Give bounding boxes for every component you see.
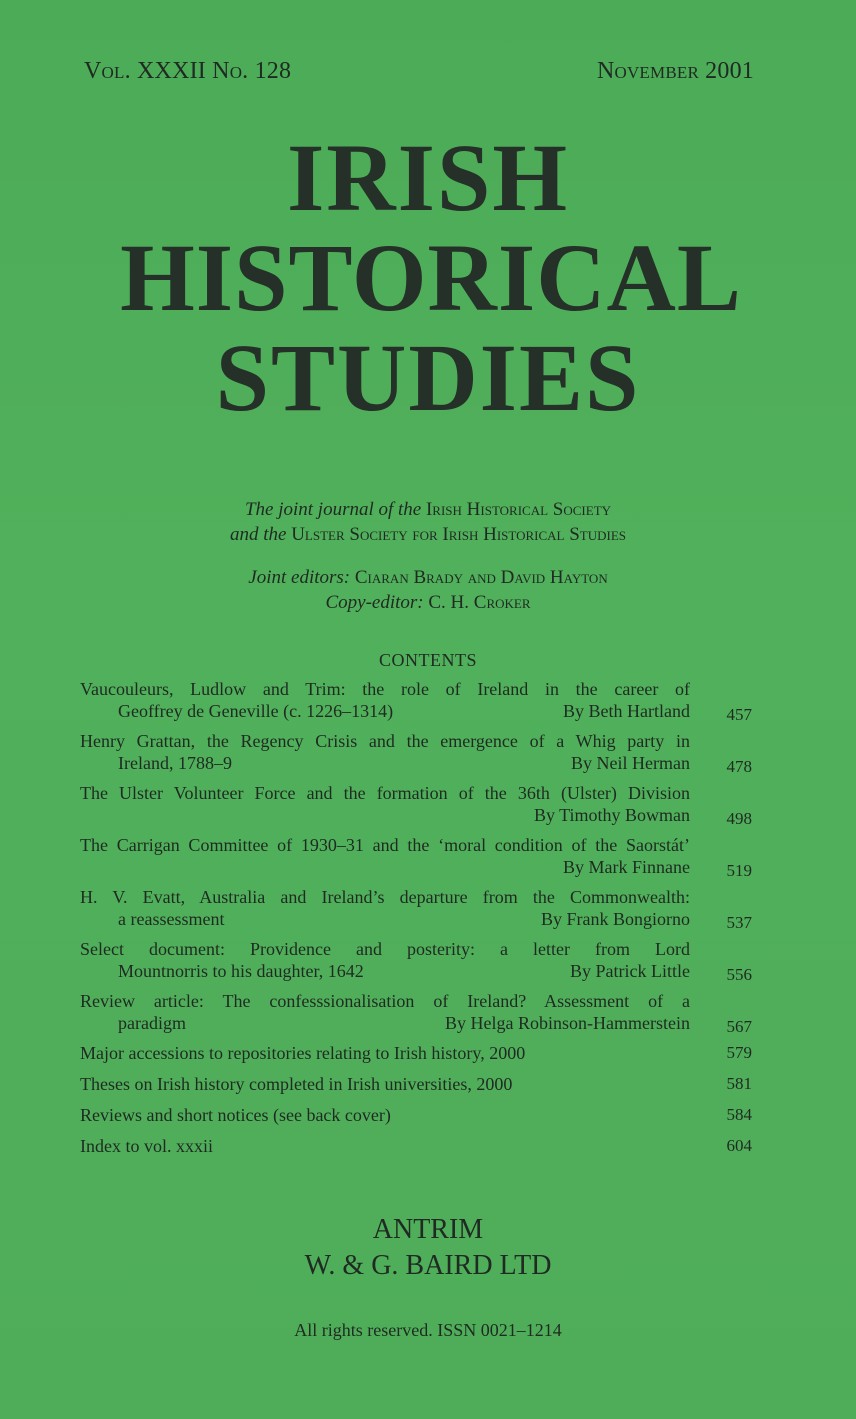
toc-entry: [80, 834, 756, 878]
toc-entry-author: By Neil Herman: [571, 753, 690, 773]
toc-entry-page: 457: [726, 705, 752, 724]
toc-entry-title-cont: Mountnorris to his daughter, 1642: [118, 961, 364, 981]
toc-entry-title-cont: Geoffrey de Geneville (c. 1226–1314): [118, 701, 394, 721]
toc-entry-title: Theses on Irish history completed in Irish universities, 2000: [80, 1074, 513, 1094]
society-name-1: Irish Historical Society: [425, 499, 612, 520]
toc-entry-author: By Beth Hartland: [563, 701, 690, 721]
toc-entry-title-cont: a reassessment: [118, 909, 225, 929]
joint-journal-and: and the: [229, 524, 292, 545]
rights-statement: All rights reserved. ISSN 0021–1214: [294, 1320, 562, 1340]
title-line-1: IRISH: [286, 124, 570, 231]
toc-entry-page: 556: [726, 965, 752, 984]
toc-entry-page: 579: [726, 1043, 752, 1062]
toc-entry-title: Henry Grattan, the Regency Crisis and the emergence of a Whig party in: [80, 731, 690, 751]
toc-entry-author: By Helga Robinson-Hammerstein: [445, 1013, 690, 1033]
toc-entry: [80, 886, 756, 930]
toc-entry-page: 478: [726, 757, 752, 776]
toc-entry-title: H. V. Evatt, Australia and Ireland’s departure from the Commonwealth:: [80, 887, 690, 907]
toc-entry-page: 604: [726, 1136, 752, 1155]
toc-entry-title: The Carrigan Committee of 1930–31 and the ‘moral condition of the Saorstát’: [80, 835, 690, 855]
joint-journal-prefix: The joint journal of the: [244, 499, 426, 520]
header-line: [84, 58, 754, 85]
toc-entry-page: 498: [726, 809, 752, 828]
toc-entry-author: By Frank Bongiorno: [540, 909, 690, 929]
title-line-3: STUDIES: [215, 324, 641, 431]
toc-entry-page: 584: [726, 1105, 752, 1124]
toc-entry-page: 537: [726, 913, 752, 932]
title-line-2: HISTORICAL: [120, 224, 742, 331]
copy-editor-name: C. H. Croker: [428, 592, 531, 613]
toc-entry-author: By Mark Finnane: [563, 857, 690, 877]
publisher-name: W. & G. BAIRD LTD: [304, 1250, 552, 1281]
toc-entry-page: 519: [726, 861, 752, 880]
toc-entry-title: Major accessions to repositories relating to Irish history, 2000: [80, 1043, 526, 1063]
toc-entry-page: 567: [726, 1017, 752, 1036]
toc-entry-page: 581: [726, 1074, 752, 1093]
toc-entry-title: The Ulster Volunteer Force and the formation of the 36th (Ulster) Division: [80, 783, 690, 803]
society-name-2: Ulster Society for Irish Historical Studies: [291, 524, 627, 545]
toc-entry-title: Index to vol. xxxii: [80, 1136, 213, 1156]
contents-heading: CONTENTS: [379, 650, 477, 670]
toc-entry-author: By Patrick Little: [570, 961, 690, 981]
volume-number: Vol. XXXII No. 128: [84, 58, 292, 84]
editors-block: [0, 565, 856, 615]
joint-journal-statement: [0, 497, 856, 547]
toc-entry-title: Select document: Providence and posterity: a letter from Lord: [80, 939, 690, 959]
toc-entry: [80, 782, 756, 826]
issue-date: November 2001: [596, 58, 754, 84]
toc-entry: [80, 1135, 756, 1157]
copy-editor-label: Copy-editor:: [325, 592, 429, 613]
toc-entry: [80, 1073, 756, 1095]
table-of-contents: [80, 678, 756, 1166]
toc-entry-title: Review article: The confesssionalisation of Ireland? Assessment of a: [80, 991, 690, 1011]
joint-editors-label: Joint editors:: [248, 567, 355, 588]
toc-entry-title-cont: paradigm: [118, 1013, 186, 1033]
toc-entry: [80, 1042, 756, 1064]
toc-entry: [80, 678, 756, 722]
joint-editors-names: Ciaran Brady and David Hayton: [354, 567, 608, 588]
toc-entry: [80, 730, 756, 774]
toc-entry: [80, 1104, 756, 1126]
toc-entry-author: By Timothy Bowman: [533, 805, 690, 825]
publisher-block: [0, 1212, 856, 1284]
publisher-place: ANTRIM: [372, 1214, 484, 1245]
toc-entry-title-cont: Ireland, 1788–9: [118, 753, 232, 773]
toc-entry-title: Vaucouleurs, Ludlow and Trim: the role of Ireland in the career of: [80, 679, 690, 699]
toc-entry: [80, 990, 756, 1034]
toc-entry: [80, 938, 756, 982]
toc-entry-title: Reviews and short notices (see back cover): [80, 1105, 391, 1125]
